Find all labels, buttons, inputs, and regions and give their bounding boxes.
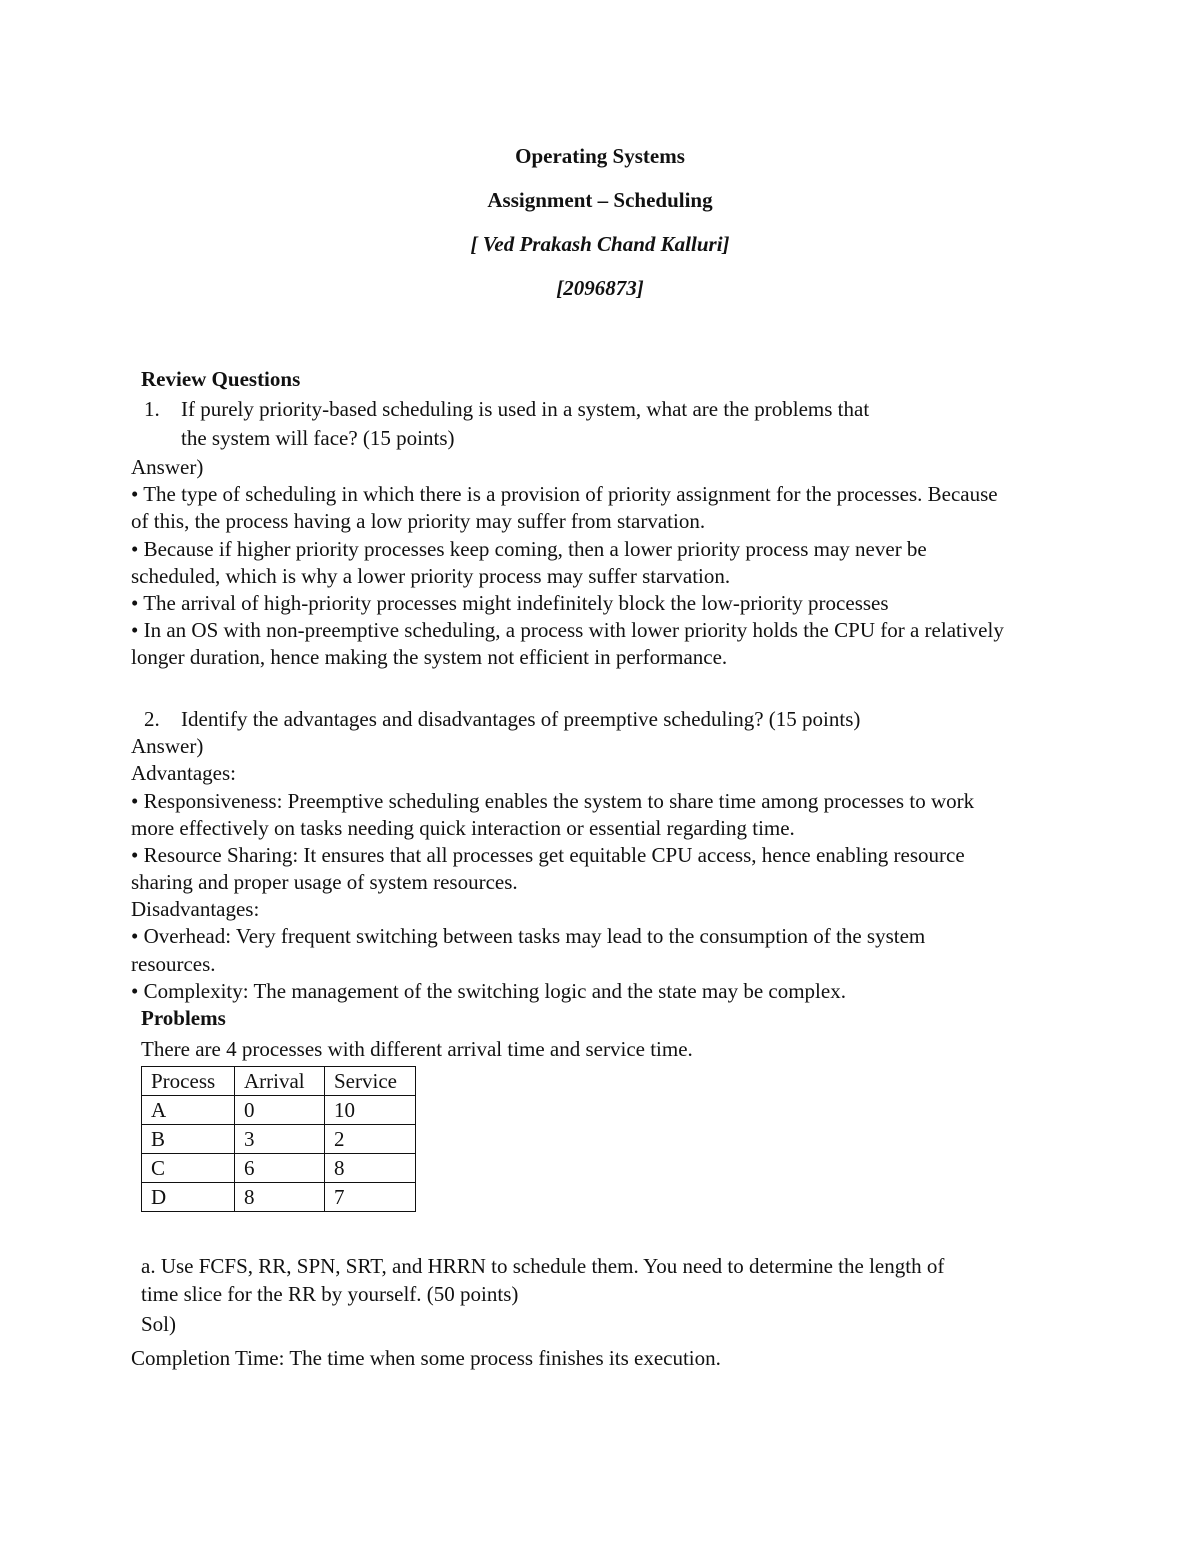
course-title: Operating Systems — [515, 144, 685, 168]
table-cell: B — [142, 1125, 235, 1154]
student-id: [2096873] — [556, 276, 644, 300]
process-table — [141, 1066, 416, 1212]
q1-answer-label: Answer) — [131, 455, 204, 479]
table-cell: 8 — [235, 1183, 325, 1212]
q2-answer-label: Answer) — [131, 734, 204, 758]
advantage-line: • Responsiveness: Preemptive scheduling enables the system to share time among processes to work — [131, 789, 975, 813]
table-row — [142, 1154, 416, 1183]
table-cell: 6 — [235, 1154, 325, 1183]
table-cell: C — [142, 1154, 235, 1183]
advantages-label: Advantages: — [131, 761, 236, 785]
q1-answer-line: longer duration, hence making the system not efficient in performance. — [131, 645, 728, 669]
table-cell: 2 — [325, 1125, 416, 1154]
table-cell: D — [142, 1183, 235, 1212]
table-cell: A — [142, 1096, 235, 1125]
table-row — [142, 1125, 416, 1154]
table-cell: 10 — [325, 1096, 416, 1125]
q1-number: 1. — [144, 397, 160, 421]
q1-answer-line: • The arrival of high-priority processes might indefinitely block the low-priority processes — [131, 591, 889, 615]
completion-time-definition: Completion Time: The time when some process finishes its execution. — [131, 1346, 721, 1370]
disadvantage-line: resources. — [131, 952, 216, 976]
q1-text-line1: If purely priority-based scheduling is used in a system, what are the problems that — [181, 397, 870, 421]
table-header-cell: Process — [142, 1067, 235, 1096]
advantage-line: more effectively on tasks needing quick interaction or essential regarding time. — [131, 816, 795, 840]
table-cell: 7 — [325, 1183, 416, 1212]
q2-text: Identify the advantages and disadvantages of preemptive scheduling? (15 points) — [181, 707, 861, 731]
advantage-line: sharing and proper usage of system resources. — [131, 870, 518, 894]
problems-intro: There are 4 processes with different arrival time and service time. — [141, 1037, 693, 1061]
disadvantage-line: • Overhead: Very frequent switching between tasks may lead to the consumption of the system — [131, 924, 926, 948]
table-header-cell: Arrival — [235, 1067, 325, 1096]
q1-text-line2: the system will face? (15 points) — [181, 426, 455, 450]
q2-number: 2. — [144, 707, 160, 731]
q1-answer-line: • In an OS with non-preemptive scheduling, a process with lower priority holds the CPU for a relatively — [131, 618, 1004, 642]
table-header-row — [142, 1067, 416, 1096]
review-questions-heading: Review Questions — [141, 367, 301, 391]
part-a-line2: time slice for the RR by yourself. (50 points) — [141, 1282, 519, 1306]
advantage-line: • Resource Sharing: It ensures that all processes get equitable CPU access, hence enabling resource — [131, 843, 965, 867]
disadvantage-line: • Complexity: The management of the switching logic and the state may be complex. — [131, 979, 846, 1003]
table-row — [142, 1183, 416, 1212]
sol-label: Sol) — [141, 1312, 177, 1336]
q1-answer-line: • The type of scheduling in which there is a provision of priority assignment for the processes. Because — [131, 482, 998, 506]
q1-answer-line: of this, the process having a low priority may suffer from starvation. — [131, 509, 706, 533]
student-name: [ Ved Prakash Chand Kalluri] — [470, 232, 730, 256]
part-a-line1: a. Use FCFS, RR, SPN, SRT, and HRRN to schedule them. You need to determine the length of — [141, 1254, 945, 1278]
problems-heading: Problems — [141, 1006, 226, 1030]
table-cell: 0 — [235, 1096, 325, 1125]
assignment-title: Assignment – Scheduling — [487, 188, 713, 212]
table-cell: 8 — [325, 1154, 416, 1183]
table-row — [142, 1096, 416, 1125]
table-header-cell: Service — [325, 1067, 416, 1096]
q1-answer-line: scheduled, which is why a lower priority process may suffer starvation. — [131, 564, 731, 588]
disadvantages-label: Disadvantages: — [131, 897, 260, 921]
q1-answer-line: • Because if higher priority processes keep coming, then a lower priority process may never be — [131, 537, 927, 561]
table-cell: 3 — [235, 1125, 325, 1154]
